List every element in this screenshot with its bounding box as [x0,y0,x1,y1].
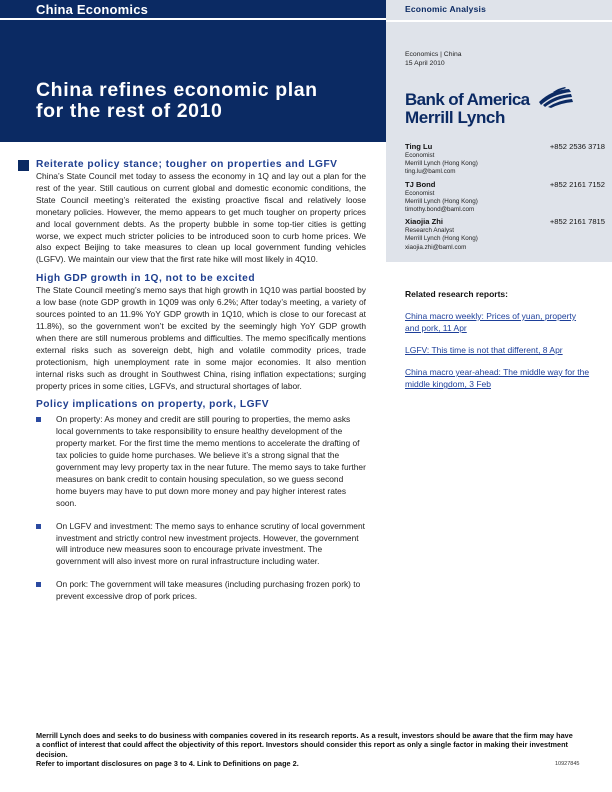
square-bullet-icon [36,524,41,529]
logo-line1: Bank of America [405,90,530,109]
analyst-role: Economist [405,189,435,197]
logo-line2: Merrill Lynch [405,108,505,127]
document-code: 10927845 [555,761,580,767]
report-title-line1: China refines economic plan [36,79,318,101]
section-heading [36,272,366,285]
analyst-card [405,180,605,215]
main-content [36,158,366,614]
list-item-text: On LGFV and investment: The memo says to enhance scrutiny of local government investment and strictly control new investment projects. However, the government will introduce new measures soon to encourage private investment. The government will also invest more on rural infrastructure including water. [56,520,365,567]
analyst-name: Ting Lu [405,142,433,151]
report-title [36,80,376,122]
paragraph: The State Council meeting’s memo says that high growth in 1Q10 was partial boosted by a low base (note GDP growth in 1Q09 was only 6.2%; After today’s meeting, a variety of sources pointed to an 11.9% YoY GDP growth in 1Q10, which is close to our forecast at 11.8%), so the government won’t be excited by the seemingly high YoY GDP growth when there are still numerous problems and difficulties. The memo specifically mentions external risks such as sovereign debt, high and volatile commodity prices, trade protectionism, high unemployment rate in some major economies. It also mention internal risks such as drought in Southwest China, rising inflation expectations; surging property prices in some cities, LGFVs, and structural shortages of labor. [36,285,366,391]
list-item [36,414,366,509]
list-item-text: On pork: The government will take measures (including purchasing frozen pork) to prevent excessive drop of pork prices. [56,579,361,602]
sidebar-divider [386,20,612,22]
disclaimer-text: Merrill Lynch does and seeks to do business with companies covered in its research reports. As a result, investors should be aware that the firm may have a conflict of interest that could affect the objectivity of this report. Investors should consider this report as only a single factor in making their investment decision. [36,731,573,759]
list-item [36,579,366,603]
analyst-email[interactable]: ting.lu@baml.com [405,168,456,176]
bullet-list [36,414,366,603]
flag-icon [535,86,575,108]
analyst-firm: Merrill Lynch (Hong Kong) [405,197,478,205]
section-label: China Economics [36,2,149,17]
analyst-phone: +852 2161 7815 [549,217,605,227]
report-meta [405,50,462,68]
analyst-card [405,142,605,177]
related-link-weekly[interactable]: China macro weekly: Prices of yuan, property and pork, 11 Apr [405,311,577,333]
square-bullet-icon [36,417,41,422]
disclaimer [36,731,576,769]
analyst-email[interactable]: xiaojia.zhi@baml.com [405,243,467,251]
analyst-phone: +852 2536 3718 [549,142,605,151]
list-item [36,521,366,569]
paragraph: China’s State Council met today to assess the economy in 1Q and lay out a plan for the rest of the year. Still cautious on current global and domestic economic conditions, the State Council meeting’s reiterated the existing proactive fiscal and relatively loose monetary policies. However, the memo appears to get much tougher on property prices and local government debts. As the property bubble in some top-tier cities is getting worse, we expect much stricter policies to be introduced soon to curb home prices. We also expect Beijing to take measures to clean up local government funding vehicles (LGFV). We maintain our view that the first rate hike will most likely in 4Q10. [36,171,366,265]
related-links [405,310,590,400]
analyst-name: TJ Bond [405,179,436,189]
section-heading [36,158,366,171]
analyst-name: Xiaojia Zhi [405,217,443,227]
disclosure-reference: Refer to important disclosures on page 3 to 4. Link to Definitions on page 2. [36,759,299,769]
category-label: Economic Analysis [405,4,487,14]
section-heading-text: Policy implications on property, pork, LGFV [36,399,270,411]
section-heading-text: High GDP growth in 1Q, not to be excited [36,273,256,285]
related-heading: Related research reports: [405,289,508,299]
related-link-year-ahead[interactable]: China macro year-ahead: The middle way for the middle kingdom, 3 Feb [405,367,590,389]
list-item-text: On property: As money and credit are still pouring to properties, the memo asks local governments to take responsibility to ensure healthy development of the property market. For the first time the memo mentions to accelerate the drafting of tax policies to guide home purchases. We believe it’s a strong signal that the government may levy property tax in the near future. The memo says to take further measures on bank credit to contain housing speculation, so we guess second home buyers may have to put down more money and pay higher interest rates soon. [56,414,366,508]
meta-date: 15 April 2010 [405,60,445,67]
square-bullet-icon [18,160,29,171]
report-title-line2: for the rest of 2010 [36,100,223,122]
section-heading [36,398,366,411]
analyst-email[interactable]: timothy.bond@baml.com [405,206,475,214]
analyst-role: Research Analyst [405,227,455,235]
analyst-list [405,142,605,255]
analyst-card [405,217,605,252]
analyst-phone: +852 2161 7152 [549,179,605,189]
bank-logo [405,86,575,130]
analyst-role: Economist [405,152,435,159]
analyst-firm: Merrill Lynch (Hong Kong) [405,235,478,243]
square-bullet-icon [36,582,41,587]
analyst-firm: Merrill Lynch (Hong Kong) [405,160,478,168]
related-link-lgfv[interactable]: LGFV: This time is not that different, 8 Apr [405,345,563,355]
section-heading-text: Reiterate policy stance; tougher on properties and LGFV [36,159,338,170]
section-bar [0,0,386,20]
meta-region: Economics | China [405,51,462,58]
